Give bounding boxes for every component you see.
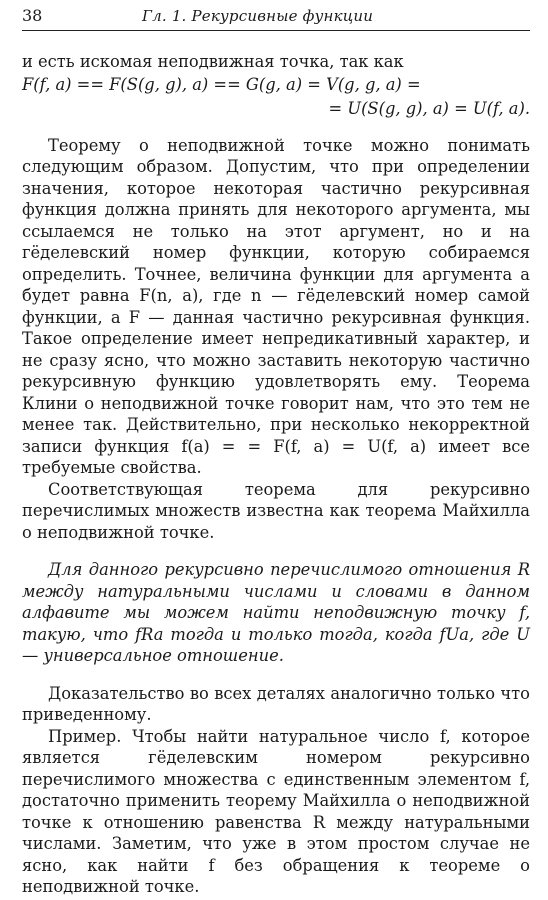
formula-line-1: F(f, a) == F(S(g, g), a) == G(g, a) = V(g, g, a) = xyxy=(22,74,421,94)
book-page xyxy=(22,6,530,898)
paragraph-proof: Доказательство во всех деталях аналогично только что приведенному. xyxy=(22,683,530,724)
paragraph-myhill: Соответствующая теорема для рекурсивно перечислимых множеств известна как теорема Майхилла о неподвижной точке. xyxy=(22,479,530,542)
intro-line: и есть искомая неподвижная точка, так как xyxy=(22,52,404,71)
page-header xyxy=(22,6,530,31)
running-title: Гл. 1. Рекурсивные функции xyxy=(142,7,374,25)
paragraph-fixed-point: Теорему о неподвижной точке можно понимать следующим образом. Допустим, что при определении значения, которое некоторая частично рекурсивная функция должна принять для некоторого аргумента, мы ссылаемся не только на этот аргумент, но и на гёделевский номер функции, которую собираемся определить. Точнее, величина функции для аргумента a будет равна F(n, a), где n — гёделевский номер самой функции, а F — данная частично рекурсивная функция. Такое определение имеет непредикативный характер, и не сразу ясно, что можно заставить некоторую частично рекурсивную функцию удовлетворять ему. Теорема Клини о неподвижной точке говорит нам, что это тем не менее так. Действительно, при несколько некорректной записи функция f(a) = = F(f, a) = U(f, a) имеет все требуемые свойства. xyxy=(22,135,530,477)
page-number: 38 xyxy=(22,6,43,25)
formula-line-2: = U(S(g, g), a) = U(f, a). xyxy=(328,98,530,118)
paragraph-example: Пример. Чтобы найти натуральное число f, которое является гёделевским номером рекурсивно перечислимого множества с единственным элементом f, достаточно применить теорему Майхилла о неподвижной точке к отношению равенства R между натуральными числами. Заметим, что уже в этом простом случае не ясно, как найти f без обращения к теореме о неподвижной точке. xyxy=(22,726,530,896)
theorem-statement: Для данного рекурсивно перечислимого отношения R между натуральными числами и словами в данном алфавите мы можем найти неподвижную точку f, такую, что fRa тогда и только тогда, когда fUa, где U — универсальное отношение. xyxy=(22,560,530,665)
